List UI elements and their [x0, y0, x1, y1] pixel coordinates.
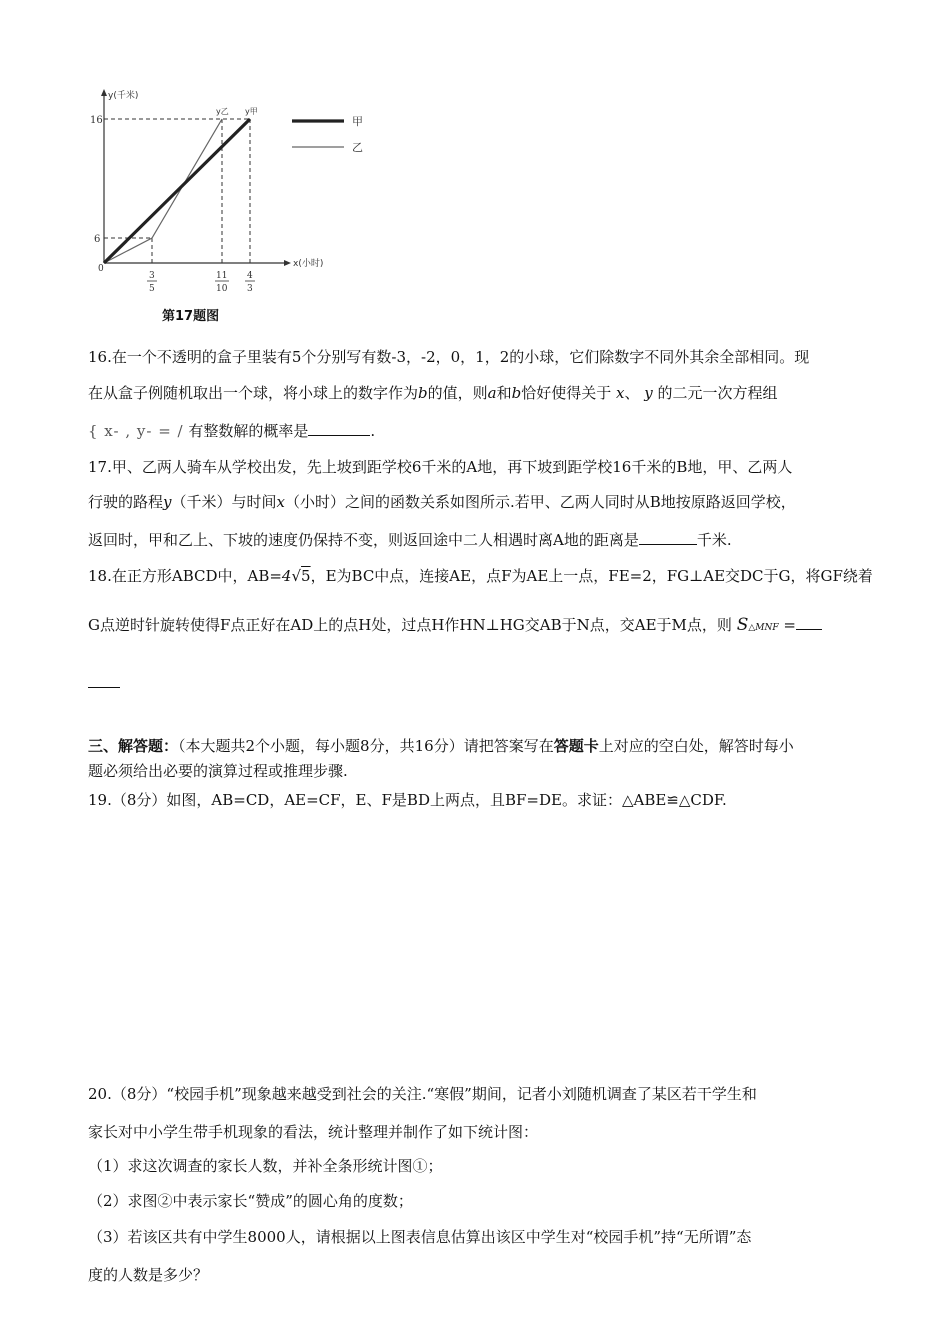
- q18-coef: 4: [281, 567, 292, 585]
- section3-answer-card: 答题卡: [553, 737, 599, 755]
- top-label-jia: y甲: [245, 107, 258, 116]
- y-tick-16: 16: [90, 115, 103, 126]
- q16-text2d: 恰好使得关于: [521, 384, 612, 402]
- x-tick-2-den: 10: [216, 284, 228, 294]
- section3-text1: （本大题共2个小题，每小题8分，共16分）请把答案写在: [178, 737, 554, 755]
- x-tick-1-num: 3: [149, 271, 155, 281]
- q16-equation-system: { x- , y- = /: [88, 422, 184, 440]
- section3-text3: 题必须给出必要的演算过程或推理步骤.: [88, 762, 348, 780]
- section3-line1: [88, 735, 794, 757]
- origin-label: 0: [98, 264, 104, 274]
- q20-item1: [88, 1155, 443, 1177]
- q19-text: 19.（8分）如图，AB=CD，AE=CF，E、F是BD上两点，且BF=DE。求证：△ABE≌△CDF.: [88, 791, 727, 809]
- x-tick-3-num: 4: [247, 271, 253, 281]
- q16-text3: 有整数解的概率是: [188, 422, 309, 440]
- q18-answer-blank-cont[interactable]: [88, 673, 120, 688]
- q16-text2b: 的值，则: [427, 384, 488, 402]
- q18-s-subscript: △MNF: [748, 623, 779, 633]
- q19-line: [88, 789, 727, 811]
- q20-line1: [88, 1083, 757, 1105]
- top-label-yi: y乙: [216, 107, 229, 116]
- q20-item1-text: （1）求这次调查的家长人数，并补全条形统计图①；: [88, 1157, 443, 1175]
- q18-line1: 18.在正方形ABCD中，AB=4√5，E为BC中点，连接AE，点F为AE上一点，FE=2，FG⊥AE交DC于G，将GF绕着: [88, 567, 873, 585]
- function-graph: [90, 85, 390, 330]
- q17-text2a: 行驶的路程: [88, 493, 164, 511]
- q16-text2f: 的二元一次方程组: [657, 384, 778, 402]
- q20-text1: 20.（8分）“校园手机”现象越来越受到社会的关注.“寒假”期间，记者小刘随机调查了某区若干学生和: [88, 1085, 757, 1103]
- q17-figure: [90, 85, 390, 330]
- x-tick-3-den: 3: [247, 284, 253, 294]
- figure-caption: 第17题图: [162, 309, 220, 324]
- q16-line3: [88, 420, 375, 442]
- q16-line1: [88, 346, 809, 368]
- y-axis-label: y(千米): [108, 91, 139, 101]
- x-axis-label: x(小时): [293, 259, 324, 269]
- q17-line3: [88, 529, 732, 551]
- q16-text2e: 、: [624, 384, 640, 402]
- q18-line2: [88, 614, 822, 639]
- y-axis-arrow: [101, 89, 107, 96]
- x-tick-1-den: 5: [149, 284, 155, 294]
- q16-text2c: 和: [496, 384, 512, 402]
- q17-line1: [88, 456, 792, 478]
- q18-line3: [88, 672, 120, 694]
- q16-text3-end: .: [370, 422, 376, 440]
- q16-var-x: x: [616, 384, 625, 402]
- q17-var-x: x: [276, 493, 285, 511]
- q17-text3a: 返回时，甲和乙上、下坡的速度仍保持不变，则返回途中二人相遇时离A地的距离是: [88, 531, 639, 549]
- q18-text1a: 18.在正方形ABCD中，AB=: [88, 567, 282, 585]
- q18-answer-blank[interactable]: [796, 615, 822, 630]
- q16-var-y: y: [644, 384, 653, 402]
- q17-text2b: （千米）与时间: [171, 493, 277, 511]
- q17-text1: 17.甲、乙两人骑车从学校出发，先上坡到距学校6千米的A地，再下坡到距学校16千米的B地，甲、乙两人: [88, 458, 793, 476]
- q16-var-a: a: [487, 384, 497, 402]
- q16-text1: 16.在一个不透明的盒子里装有5个分别写有数-3，-2，0，1，2的小球，它们除数字不同外其余全部相同。现: [88, 348, 810, 366]
- series-jia-line: [104, 119, 250, 263]
- q20-item2-text: （2）求图②中表示家长“赞成”的圆心角的度数；: [88, 1192, 413, 1210]
- q20-line2: [88, 1121, 538, 1143]
- q17-answer-blank[interactable]: [639, 530, 697, 545]
- q16-answer-blank[interactable]: [308, 421, 370, 436]
- q20-item3-cont: [88, 1264, 208, 1286]
- q18-text2a: G点逆时针旋转使得F点正好在AD上的点H处，过点H作HN⊥HG交AB于N点，交AE于M点，则: [88, 616, 732, 634]
- q17-line2: [88, 491, 796, 513]
- x-axis-arrow: [284, 260, 291, 266]
- q20-text2: 家长对中小学生带手机现象的看法，统计整理并制作了如下统计图：: [88, 1123, 539, 1141]
- q18-text1b: ，E为BC中点，连接AE，点F为AE上一点，FE=2，FG⊥AE交DC于G，将GF绕着: [310, 567, 873, 585]
- legend-yi-label: 乙: [352, 141, 363, 154]
- section3-heading: 三、解答题：: [88, 737, 179, 755]
- q20-item3-cont-text: 度的人数是多少？: [88, 1266, 209, 1284]
- q18-text2b: =: [783, 616, 796, 634]
- q17-text3b: 千米.: [696, 531, 732, 549]
- q20-item2: [88, 1190, 413, 1212]
- q17-text2c: （小时）之间的函数关系如图所示.若甲、乙两人同时从B地按原路返回学校，: [284, 493, 796, 511]
- section3-text2: 上对应的空白处，解答时每小: [598, 737, 794, 755]
- x-tick-2-num: 11: [216, 271, 228, 281]
- series-yi-line: [104, 119, 222, 263]
- q16-text2a: 在从盒子例随机取出一个球，将小球上的数字作为: [88, 384, 419, 402]
- y-tick-6: 6: [94, 234, 101, 245]
- q17-var-y: y: [163, 493, 172, 511]
- q20-item3-text: （3）若该区共有中学生8000人，请根据以上图表信息估算出该区中学生对“校园手机”持“无所谓”态: [88, 1228, 752, 1246]
- q16-var-b: b: [418, 384, 428, 402]
- q18-s-letter: S: [736, 615, 749, 635]
- q18-radicand: 5: [301, 567, 311, 585]
- section3-line2: [88, 760, 348, 782]
- q16-line2: [88, 382, 778, 404]
- q16-var-b2: b: [511, 384, 522, 402]
- q20-item3: [88, 1226, 751, 1248]
- legend-jia-label: 甲: [352, 115, 363, 128]
